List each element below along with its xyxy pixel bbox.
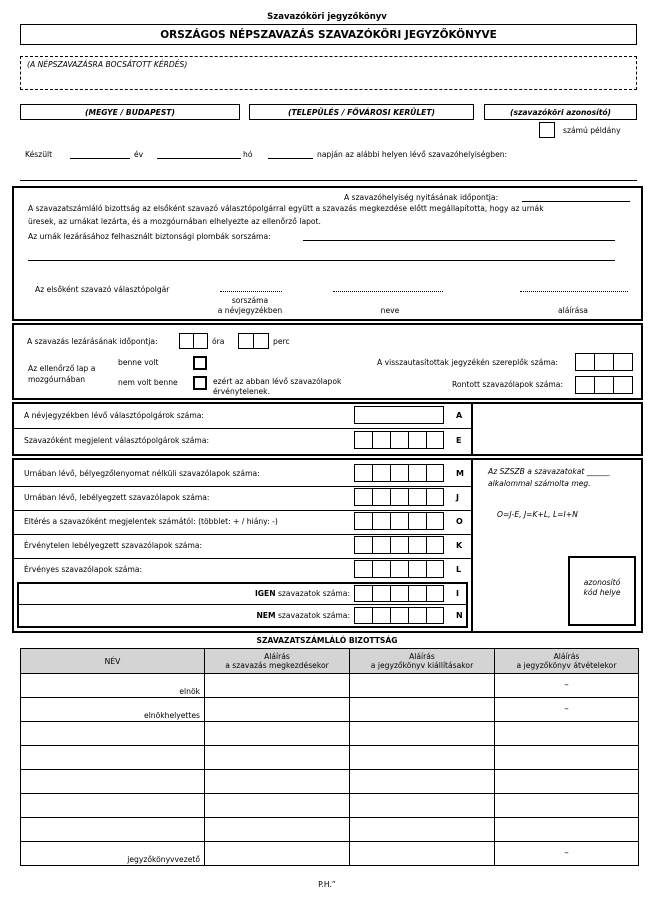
spoiled-label: Rontott szavazólapok száma: [452, 380, 564, 389]
count-j-digit-3[interactable] [390, 488, 409, 506]
signature-cell[interactable] [205, 770, 350, 794]
col-sig1-subtitle: a szavazás megkezdésekor [225, 661, 329, 670]
registry-divider [14, 428, 471, 429]
spoiled-digit-1[interactable] [575, 376, 595, 394]
registry-e-digit-2[interactable] [372, 431, 391, 449]
vote-yes-digit-4[interactable] [408, 585, 427, 602]
hour-label: óra [212, 337, 225, 346]
spoiled-digit-3[interactable] [613, 376, 633, 394]
vote-no-text: szavazatok száma: [275, 611, 350, 620]
day-label: napján az alábbi helyen lévő szavazóhelyiségben: [317, 150, 508, 159]
signature-cell[interactable] [205, 794, 350, 818]
table-row [21, 818, 639, 842]
count-l-digit-1[interactable] [354, 560, 373, 578]
count-k-digit-5[interactable] [426, 536, 444, 554]
rejected-digit-1[interactable] [575, 353, 595, 371]
signature-cell[interactable] [205, 674, 350, 698]
col-sig2-subtitle: a jegyzőkönyv kiállításakor [370, 661, 474, 670]
was-not-in-label: nem volt benne [118, 378, 178, 387]
rejected-label: A visszautasítottak jegyzékén szereplők száma: [377, 358, 558, 367]
first-voter-name-input[interactable] [333, 291, 443, 292]
table-row [21, 746, 639, 770]
control-sheet-label-1: Az ellenőrző lap a [28, 364, 96, 373]
member-name-cell[interactable]: elnök [21, 674, 205, 698]
question-label: (A NÉPSZAVAZÁSRA BOCSÁTOTT KÉRDÉS) [27, 60, 188, 69]
id-code-line-1: azonosító [583, 578, 621, 587]
signature-cell[interactable]: – [495, 842, 639, 866]
col-sig3-subtitle: a jegyzőkönyv átvételekor [516, 661, 617, 670]
id-code-line-2: kód helye [583, 588, 621, 597]
settlement-field[interactable] [249, 104, 474, 120]
count-k-digit-1[interactable] [354, 536, 373, 554]
was-not-in-checkbox[interactable] [193, 376, 207, 390]
counts-divider-3 [14, 534, 471, 535]
signature-cell[interactable] [350, 842, 495, 866]
col-name-label: neve [380, 306, 400, 315]
minute-label: perc [273, 337, 290, 346]
count-o-digit-3[interactable] [390, 512, 409, 530]
signature-cell[interactable] [495, 746, 639, 770]
signature-cell[interactable] [205, 818, 350, 842]
count-l-digit-4[interactable] [408, 560, 427, 578]
opening-time-input[interactable] [522, 201, 630, 202]
count-o-digit-4[interactable] [408, 512, 427, 530]
signature-cell[interactable] [495, 722, 639, 746]
count-l-code: L [456, 565, 462, 574]
table-row [21, 722, 639, 746]
counts-divider-2 [14, 510, 471, 511]
invalid-note-1: ezért az abban lévő szavazólapok [213, 377, 342, 386]
vote-no-digit-4[interactable] [408, 607, 427, 624]
vote-yes-code: I [456, 589, 459, 598]
county-field[interactable] [20, 104, 240, 120]
vote-yes-digit-1[interactable] [354, 585, 373, 602]
count-k-digit-3[interactable] [390, 536, 409, 554]
vote-yes-label [100, 589, 350, 598]
stamp-place-label: P.H.” [318, 880, 336, 889]
was-in-label: benne volt [118, 358, 159, 367]
counts-divider-4 [14, 558, 471, 559]
registry-a-input[interactable] [354, 406, 444, 424]
col-number-label: sorszáma [231, 296, 269, 305]
signature-cell[interactable] [350, 818, 495, 842]
signature-cell[interactable]: – [495, 674, 639, 698]
table-row [21, 794, 639, 818]
count-j-label: Urnában lévő, lebélyegzett szavazólapok száma: [24, 493, 210, 502]
count-m-digit-3[interactable] [390, 464, 409, 482]
copies-label: számú példány [563, 126, 621, 135]
col-sig2-header [350, 649, 495, 674]
registry-a-code: A [456, 411, 463, 420]
member-name-cell[interactable]: elnökhelyettes [21, 698, 205, 722]
committee-title: SZAVAZATSZÁMLÁLÓ BIZOTTSÁG [256, 636, 398, 645]
formula: O=J-E, J=K+L, L=I+N [497, 510, 578, 519]
count-m-digit-4[interactable] [408, 464, 427, 482]
opening-time-label: A szavazóhelyiség nyitásának időpontja: [344, 193, 499, 202]
count-o-digit-2[interactable] [372, 512, 391, 530]
count-l-digit-2[interactable] [372, 560, 391, 578]
vote-yes-bold: IGEN [254, 589, 276, 598]
count-l-label: Érvényes szavazólapok száma: [24, 565, 143, 574]
signature-cell[interactable] [205, 746, 350, 770]
count-j-code: J [456, 493, 459, 502]
table-row [21, 674, 639, 698]
day-input[interactable] [268, 158, 313, 159]
vote-yes-digit-5[interactable] [426, 585, 444, 602]
col-signature-label: aláírása [558, 306, 588, 315]
vote-no-digit-2[interactable] [372, 607, 391, 624]
month-input[interactable] [157, 158, 241, 159]
made-label: Készült [25, 150, 53, 159]
count-k-label: Érvénytelen lebélyegzett szavazólapok száma: [24, 541, 203, 550]
small-title: Szavazóköri jegyzőkönyv [267, 12, 387, 22]
signature-cell[interactable] [350, 794, 495, 818]
year-label: év [134, 150, 144, 159]
count-k-digit-2[interactable] [372, 536, 391, 554]
vote-no-digit-3[interactable] [390, 607, 409, 624]
count-m-code: M [456, 469, 464, 478]
count-o-code: O [456, 517, 463, 526]
control-sheet-label-2: mozgóurnában [28, 375, 86, 384]
count-k-digit-4[interactable] [408, 536, 427, 554]
count-j-digit-2[interactable] [372, 488, 391, 506]
signature-cell[interactable] [350, 746, 495, 770]
settlement-label: (TELEPÜLÉS / FŐVÁROSI KERÜLET) [287, 108, 436, 117]
counted-line-2: alkalommal számolta meg. [488, 479, 591, 488]
signature-cell[interactable]: – [495, 698, 639, 722]
vote-no-label [100, 611, 350, 620]
id-code-box[interactable] [568, 556, 636, 626]
rejected-digit-3[interactable] [613, 353, 633, 371]
close-time-label: A szavazás lezárásának időpontja: [27, 337, 158, 346]
counted-line-1: Az SZSZB a szavazatokat ______ [488, 467, 610, 476]
signature-cell[interactable] [350, 770, 495, 794]
col-sig3-header [495, 649, 639, 674]
opening-paragraph-2: üresek, az urnákat lezárta, és a mozgóurnában elhelyezte az ellenőrző lapot. [28, 217, 321, 226]
copy-number-box[interactable] [539, 122, 555, 138]
count-o-digit-5[interactable] [426, 512, 444, 530]
member-name-cell[interactable] [21, 722, 205, 746]
question-box[interactable] [20, 56, 637, 90]
rejected-digit-2[interactable] [594, 353, 614, 371]
first-voter-label: Az elsőként szavazó választópolgár [35, 285, 170, 294]
first-voter-signature-input[interactable] [520, 291, 628, 292]
count-o-digit-1[interactable] [354, 512, 373, 530]
district-id-field[interactable] [484, 104, 637, 120]
committee-header-row [21, 649, 639, 674]
col-name-header: NÉV [21, 649, 205, 674]
vote-yes-digit-3[interactable] [390, 585, 409, 602]
member-name-cell[interactable] [21, 746, 205, 770]
main-title-box [20, 24, 637, 45]
signature-cell[interactable] [495, 770, 639, 794]
member-name-cell[interactable] [21, 794, 205, 818]
main-title: ORSZÁGOS NÉPSZAVAZÁS SZAVAZÓKÖRI JEGYZŐKÖNYVE [160, 29, 497, 41]
registry-e-code: E [456, 436, 462, 445]
spoiled-digit-2[interactable] [594, 376, 614, 394]
opening-paragraph-1: A szavazatszámláló bizottság az elsőként szavazó választópolgárral együtt a szavazás megkezdése előtt megállapította, hogy az urnák [28, 204, 544, 213]
vote-no-digit-1[interactable] [354, 607, 373, 624]
vote-no-bold: NEM [256, 611, 276, 620]
col-sig1-title: Aláírás [264, 652, 290, 661]
month-label: hó [243, 150, 253, 159]
signature-cell[interactable] [350, 722, 495, 746]
seals-label: Az urnák lezárásához felhasznált biztonsági plombák sorszáma: [28, 232, 271, 241]
signature-cell[interactable] [205, 722, 350, 746]
registry-e-label: Szavazóként megjelent választópolgárok száma: [24, 436, 210, 445]
district-id-label: (szavazóköri azonosító) [509, 108, 612, 117]
count-m-digit-1[interactable] [354, 464, 373, 482]
vote-no-code: N [456, 611, 463, 620]
invalid-note-2: érvénytelenek. [213, 387, 270, 396]
location-input[interactable] [20, 180, 637, 181]
col-sig3-title: Aláírás [553, 652, 580, 661]
county-label: (MEGYE / BUDAPEST) [85, 108, 175, 117]
col-number-sub-label: a névjegyzékben [217, 306, 283, 315]
member-name-cell[interactable] [21, 770, 205, 794]
count-j-digit-1[interactable] [354, 488, 373, 506]
signature-cell[interactable] [350, 674, 495, 698]
committee-table [20, 648, 639, 866]
count-m-digit-5[interactable] [426, 464, 444, 482]
seals-input-2[interactable] [28, 260, 615, 261]
count-l-digit-3[interactable] [390, 560, 409, 578]
registry-e-digit-4[interactable] [408, 431, 427, 449]
col-sig1-header [205, 649, 350, 674]
vote-yes-digit-2[interactable] [372, 585, 391, 602]
seals-input-1[interactable] [303, 240, 615, 241]
count-m-label: Urnában lévő, bélyegzőlenyomat nélküli szavazólapok száma: [24, 469, 260, 478]
close-minute-digit-2[interactable] [253, 333, 269, 349]
vote-no-digit-5[interactable] [426, 607, 444, 624]
registry-e-digit-5[interactable] [426, 431, 444, 449]
registry-e-digit-1[interactable] [354, 431, 373, 449]
close-hour-digit-1[interactable] [179, 333, 194, 349]
vote-yes-text: szavazatok száma: [275, 589, 350, 598]
registry-e-digit-3[interactable] [390, 431, 409, 449]
count-j-digit-5[interactable] [426, 488, 444, 506]
count-k-code: K [456, 541, 463, 550]
signature-cell[interactable] [495, 818, 639, 842]
member-name-cell[interactable] [21, 818, 205, 842]
count-m-digit-2[interactable] [372, 464, 391, 482]
table-row [21, 770, 639, 794]
close-minute-digit-1[interactable] [238, 333, 254, 349]
signature-cell[interactable] [495, 794, 639, 818]
counts-divider-1 [14, 486, 471, 487]
votes-divider [19, 604, 466, 605]
count-o-label: Eltérés a szavazóként megjelentek számától: (többlet: + / hiány: -) [24, 517, 278, 526]
close-hour-digit-2[interactable] [193, 333, 208, 349]
signature-cell[interactable] [205, 842, 350, 866]
year-input[interactable] [70, 158, 130, 159]
count-l-digit-5[interactable] [426, 560, 444, 578]
signature-cell[interactable] [205, 698, 350, 722]
table-row [21, 842, 639, 866]
col-sig2-title: Aláírás [409, 652, 435, 661]
registry-a-label: A névjegyzékben lévő választópolgárok száma: [24, 411, 204, 420]
was-in-checkbox[interactable] [193, 356, 207, 370]
count-j-digit-4[interactable] [408, 488, 427, 506]
table-row [21, 698, 639, 722]
member-name-cell[interactable]: jegyzőkönyvvezető [21, 842, 205, 866]
first-voter-number-input[interactable] [220, 291, 282, 292]
signature-cell[interactable] [350, 698, 495, 722]
